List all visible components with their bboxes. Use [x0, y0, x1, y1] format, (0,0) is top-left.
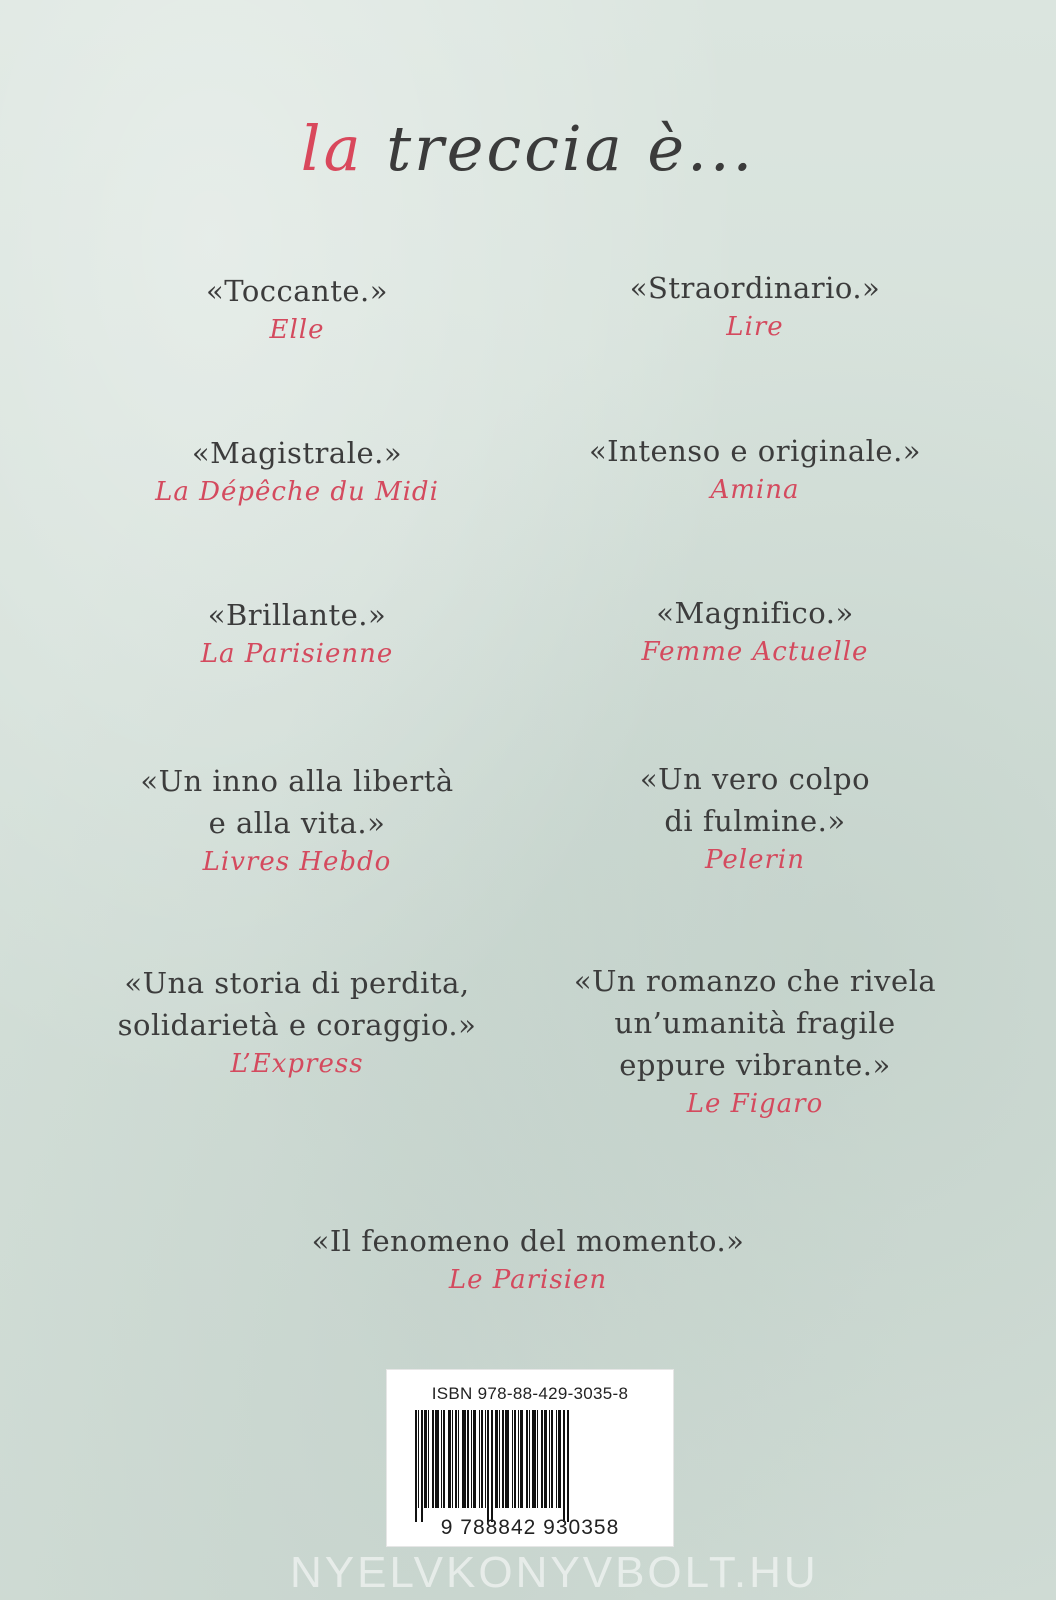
quote-source: L’Express — [230, 1049, 364, 1079]
quote-block — [535, 960, 975, 1122]
quote-source: Pelerin — [705, 845, 805, 875]
quote-block — [535, 430, 975, 508]
quote-text: «Toccante.» — [205, 274, 389, 308]
quote-block — [535, 592, 975, 670]
isbn-text: ISBN 978-88-429-3035-8 — [431, 1384, 629, 1403]
quote-source: Femme Actuelle — [641, 637, 869, 667]
quote-text-line: e alla vita.» — [208, 806, 386, 840]
quote-text-line: «Un vero colpo — [639, 762, 871, 796]
quote-text: «Magnifico.» — [656, 596, 854, 630]
barcode-bars — [415, 1410, 653, 1514]
quote-block — [77, 962, 517, 1082]
quote-text-line: un’umanità fragile — [614, 1006, 896, 1040]
quote-source: Lire — [726, 312, 784, 342]
quote-block — [535, 758, 975, 878]
quote-block — [77, 760, 517, 880]
quote-block — [77, 432, 517, 510]
quote-text-line: «Un romanzo che rivela — [573, 964, 937, 998]
quote-text: «Magistrale.» — [191, 436, 403, 470]
quote-text: «Brillante.» — [207, 598, 387, 632]
quote-source: Amina — [710, 475, 800, 505]
barcode-label — [386, 1369, 674, 1547]
quote-text: «Il fenomeno del momento.» — [311, 1224, 745, 1258]
quote-block — [77, 270, 517, 348]
quote-source: Livres Hebdo — [202, 847, 392, 877]
watermark-text: NYELVKONYVBOLT.HU — [290, 1548, 819, 1597]
quote-source: La Parisienne — [200, 639, 394, 669]
quote-block — [535, 267, 975, 345]
barcode-number: 9 788842 930358 — [440, 1516, 620, 1539]
title-accent: la — [300, 112, 364, 185]
quote-source: La Dépêche du Midi — [155, 477, 439, 507]
book-title — [0, 112, 1056, 185]
quote-text: «Intenso e originale.» — [588, 434, 922, 468]
quote-text-line: eppure vibrante.» — [619, 1048, 891, 1082]
title-rest: treccia è... — [363, 112, 756, 185]
quote-text-line: «Un inno alla libertà — [140, 764, 454, 798]
quote-block — [258, 1220, 798, 1298]
quote-text-line: «Una storia di perdita, — [124, 966, 470, 1000]
quote-source: Le Parisien — [448, 1265, 608, 1295]
quote-text-line: solidarietà e coraggio.» — [117, 1008, 477, 1042]
quote-block — [77, 594, 517, 672]
quote-source: Le Figaro — [686, 1089, 824, 1119]
quote-source: Elle — [269, 315, 325, 345]
quote-text: «Straordinario.» — [629, 271, 881, 305]
quote-text-line: di fulmine.» — [664, 804, 846, 838]
